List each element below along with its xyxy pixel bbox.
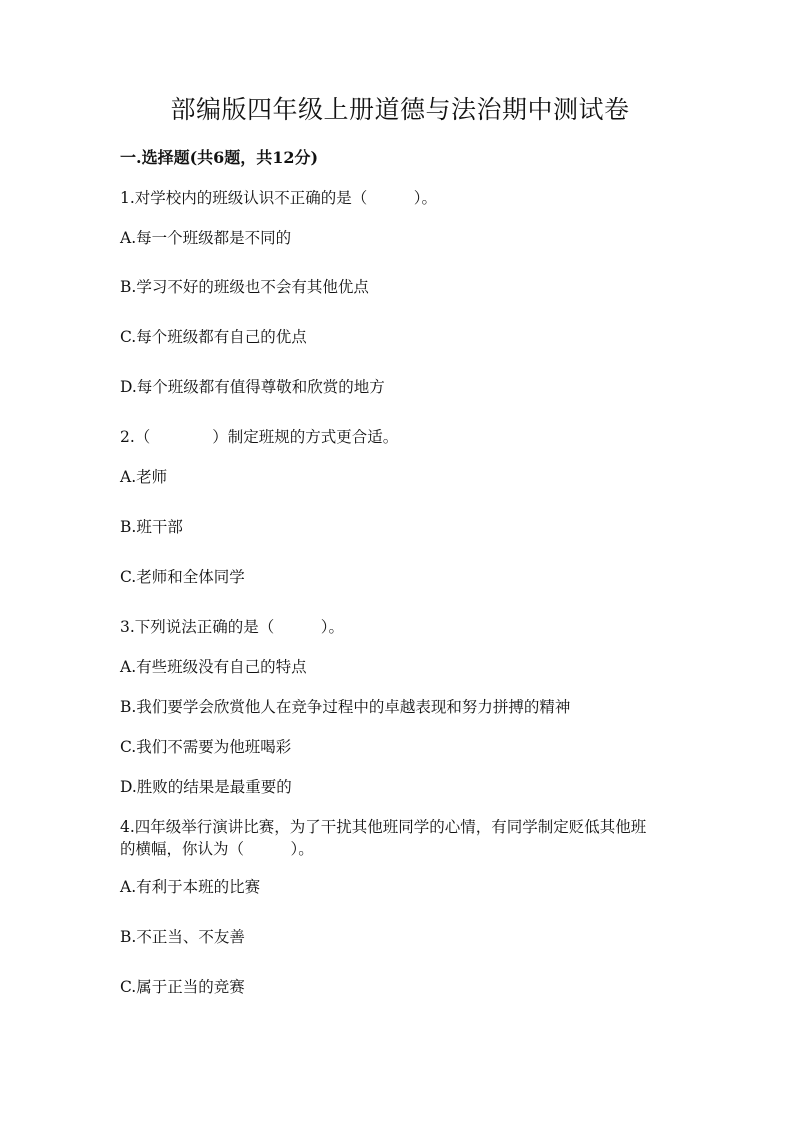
question-1-option-c: C.每个班级都有自己的优点 <box>120 328 307 346</box>
question-4-option-c: C.属于正当的竞赛 <box>120 978 245 996</box>
question-2-option-c: C.老师和全体同学 <box>120 568 245 586</box>
question-4-option-b: B.不正当、不友善 <box>120 928 245 946</box>
question-2-option-b: B.班干部 <box>120 518 183 536</box>
question-3-option-d: D.胜败的结果是最重要的 <box>120 778 292 796</box>
question-4-stem-line-1: 4.四年级举行演讲比赛，为了干扰其他班同学的心情，有同学制定贬低其他班 <box>120 818 647 836</box>
exam-title: 部编版四年级上册道德与法治期中测试卷 <box>170 95 630 124</box>
question-4-option-a: A.有利于本班的比赛 <box>120 878 261 896</box>
question-3-stem: 3.下列说法正确的是（ ）。 <box>120 618 345 636</box>
question-3-option-b: B.我们要学会欣赏他人在竞争过程中的卓越表现和努力拼搏的精神 <box>120 698 571 716</box>
section-heading: 一.选择题(共6题，共12分) <box>120 148 319 167</box>
question-2-stem: 2.（ ）制定班规的方式更合适。 <box>120 428 399 446</box>
question-2-option-a: A.老师 <box>120 468 168 486</box>
question-4-stem-line-2: 的横幅，你认为（ ）。 <box>120 840 314 858</box>
question-1-stem: 1.对学校内的班级认识不正确的是（ ）。 <box>120 189 438 207</box>
question-1-option-d: D.每个班级都有值得尊敬和欣赏的地方 <box>120 378 385 396</box>
question-3-option-a: A.有些班级没有自己的特点 <box>120 658 307 676</box>
question-1-option-b: B.学习不好的班级也不会有其他优点 <box>120 278 369 296</box>
question-3-option-c: C.我们不需要为他班喝彩 <box>120 738 292 756</box>
question-1-option-a: A.每一个班级都是不同的 <box>120 229 292 247</box>
